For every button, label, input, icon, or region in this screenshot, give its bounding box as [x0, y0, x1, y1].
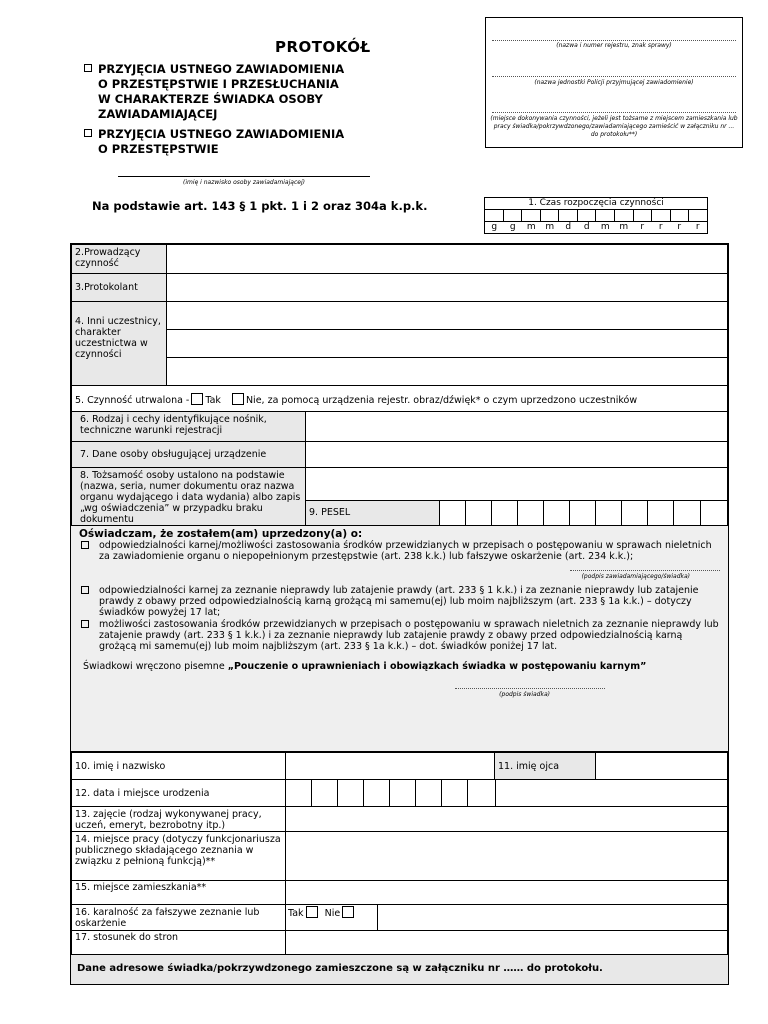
- pesel-digit[interactable]: [465, 500, 492, 526]
- option-przesluchanie[interactable]: PRZYJĘCIA USTNEGO ZAWIADOMIENIA O PRZESTĘPSTWIE I PRZESŁUCHANIA W CHARAKTERZE ŚWIADKA OSOBY ZAWIADAMIAJĄCEJ: [84, 62, 344, 122]
- birth-date-cell[interactable]: [285, 779, 312, 807]
- pesel-digit[interactable]: [543, 500, 570, 526]
- declaration-checkbox[interactable]: [81, 586, 89, 594]
- page-title: PROTOKÓŁ: [275, 38, 371, 56]
- input-stosunek[interactable]: [285, 930, 728, 955]
- utrwalona-tak-checkbox[interactable]: [191, 393, 203, 405]
- declaration-section: [71, 525, 728, 752]
- declaration-checkbox[interactable]: [81, 541, 89, 549]
- input-uczestnik-2[interactable]: [166, 329, 728, 358]
- pesel-digit[interactable]: [621, 500, 648, 526]
- label-miejsce-zamieszkania: 15. miejsce zamieszkania**: [71, 880, 286, 905]
- start-time-box: [484, 197, 708, 234]
- declaration-item: odpowiedzialności karnej za zeznanie nieprawdy lub zatajenie prawdy (art. 233 § 1 k.k.) i za zeznanie nieprawdy lub zatajenie prawdy z obawy przed odpowiedzialnością karną grożącą mi samemu(ej) lub moim najbliższym (art. 233 § 1a k.k.) – dotyczy świadków powyżej 17 lat;: [79, 585, 720, 618]
- declaration-checkbox[interactable]: [81, 620, 89, 628]
- notifier-name-line[interactable]: [118, 176, 370, 177]
- address-note: Dane adresowe świadka/pokrzywdzonego zamieszczone są w załączniku nr …… do protokołu.: [71, 954, 728, 984]
- option-checkbox[interactable]: [84, 64, 92, 72]
- main-form: [70, 243, 729, 985]
- input-tozsamosc[interactable]: [305, 467, 728, 501]
- register-box: [485, 17, 743, 148]
- pesel-digit[interactable]: [647, 500, 674, 526]
- declaration-item: odpowiedzialności karnej/możliwości zastosowania środków przewidzianych w przepisach o postępowaniu w sprawach nieletnich za zawiadomienie organu o niepopełnionym przestępstwie (art. 238 k.k.) lub fałszywe oskarżenie (art. 234 k.k.);: [79, 540, 720, 562]
- pesel-digit[interactable]: [517, 500, 544, 526]
- input-imie-ojca[interactable]: [595, 752, 728, 780]
- input-protokolant[interactable]: [166, 273, 728, 302]
- birth-date-cell[interactable]: [441, 779, 468, 807]
- utrwalona-nie-checkbox[interactable]: [232, 393, 244, 405]
- label-stosunek: 17. stosunek do stron: [71, 930, 286, 955]
- label-karalnosc: 16. karalność za fałszywe zeznanie lub oskarżenie: [71, 904, 286, 931]
- input-uczestnik-3[interactable]: [166, 357, 728, 386]
- label-tozsamosc: 8. Tożsamość osoby ustalono na podstawie (nazwa, seria, numer dokumentu oraz nazwa organu wydającego i data wydania) albo zapis „wg oświadczenia” w przypadku braku dokumentu: [71, 467, 306, 526]
- declaration-head: Oświadczam, że zostałem(am) uprzedzony(a) o:: [79, 528, 363, 540]
- label-prowadzacy: 2.Prowadzący czynność: [71, 244, 167, 274]
- place-caption: (miejsce dokonywania czynności, jeżeli jest tożsame z miejscem zamieszkania lub pracy świadka/pokrzywdzonego/zawiadamiającego zamieścić w załączniku nr ... do protokołu**): [490, 115, 738, 138]
- label-obslugujacy: 7. Dane osoby obsługującej urządzenie: [71, 441, 306, 468]
- label-inni-uczestnicy: 4. Inni uczestnicy, charakter uczestnictwa w czynności: [71, 301, 167, 386]
- label-zajecie: 13. zajęcie (rodzaj wykonywanej pracy, uczeń, emeryt, bezrobotny itp.): [71, 806, 286, 832]
- option-zawiadomienie[interactable]: PRZYJĘCIA USTNEGO ZAWIADOMIENIA O PRZESTĘPSTWIE: [84, 127, 344, 157]
- input-obslugujacy[interactable]: [305, 441, 728, 468]
- pesel-digit[interactable]: [569, 500, 596, 526]
- pesel-digit[interactable]: [439, 500, 466, 526]
- pesel-digit[interactable]: [700, 500, 728, 526]
- start-time-letters: g g m m d d m m r r r r: [491, 222, 700, 232]
- start-time-cells[interactable]: [485, 210, 707, 222]
- pesel-digit[interactable]: [673, 500, 701, 526]
- label-protokolant: 3.Protokolant: [71, 273, 167, 302]
- register-line[interactable]: [492, 40, 736, 41]
- input-miejsce-pracy[interactable]: [285, 831, 728, 881]
- label-nosnik: 6. Rodzaj i cechy identyfikujące nośnik, techniczne warunki rejestracji: [71, 411, 306, 442]
- karalnosc-options: Tak Nie: [285, 904, 378, 931]
- input-miejsce-urodzenia[interactable]: [495, 779, 728, 807]
- input-uczestnik-1[interactable]: [166, 301, 728, 330]
- police-unit-line[interactable]: [492, 76, 736, 77]
- label-pesel: 9. PESEL: [305, 500, 440, 526]
- row-utrwalona: 5. Czynność utrwalona - Tak Nie, za pomocą urządzenia rejestr. obraz/dźwięk* o czym uprzedzono uczestników: [71, 385, 728, 412]
- label-miejsce-pracy: 14. miejsce pracy (dotyczy funkcjonariusza publicznego składającego zeznania w związku z pełnioną funkcją)**: [71, 831, 286, 881]
- karalnosc-nie-checkbox[interactable]: [342, 906, 354, 918]
- birth-date-cell[interactable]: [311, 779, 338, 807]
- pouczenie-line: Świadkowi wręczono pisemne „Pouczenie o uprawnieniach i obowiązkach świadka w postępowaniu karnym”: [83, 661, 647, 672]
- input-prowadzacy[interactable]: [166, 244, 728, 274]
- birth-date-cell[interactable]: [363, 779, 390, 807]
- signature-caption: (podpis zawiadamiającego/świadka): [581, 573, 690, 580]
- input-imie-nazwisko[interactable]: [285, 752, 495, 780]
- birth-date-cell[interactable]: [389, 779, 416, 807]
- pesel-digit[interactable]: [491, 500, 518, 526]
- label-imie-nazwisko: 10. imię i nazwisko: [71, 752, 286, 780]
- birth-date-cell[interactable]: [415, 779, 442, 807]
- register-caption: (nazwa i numer rejestru, znak sprawy): [556, 42, 672, 49]
- declaration-item: możliwości zastosowania środków przewidzianych w przepisach o postępowaniu w sprawach nieletnich za zeznanie nieprawdy lub zatajenie prawdy (art. 233 § 1 k.k.) i za zeznanie nieprawdy lub zatajenie prawdy z obawy przed odpowiedzialnością karną grożącą mi samemu(ej) lub moim najbliższym (art. 233 § 1a k.k.) – dot. świadków poniżej 17 lat.: [79, 619, 720, 652]
- place-line[interactable]: [492, 112, 736, 113]
- start-time-header: 1. Czas rozpoczęcia czynności: [485, 198, 707, 210]
- signature-caption: (podpis świadka): [499, 691, 550, 698]
- option-checkbox[interactable]: [84, 129, 92, 137]
- input-nosnik[interactable]: [305, 411, 728, 442]
- input-karalnosc[interactable]: [377, 904, 728, 931]
- birth-date-cell[interactable]: [467, 779, 496, 807]
- input-miejsce-zamieszkania[interactable]: [285, 880, 728, 905]
- notifier-name-caption: (imię i nazwisko osoby zawiadamiającej): [183, 179, 305, 186]
- birth-date-cell[interactable]: [337, 779, 364, 807]
- pesel-digit[interactable]: [595, 500, 622, 526]
- input-zajecie[interactable]: [285, 806, 728, 832]
- label-imie-ojca: 11. imię ojca: [494, 752, 596, 780]
- legal-basis: Na podstawie art. 143 § 1 pkt. 1 i 2 oraz 304a k.p.k.: [92, 199, 428, 213]
- karalnosc-tak-checkbox[interactable]: [306, 906, 318, 918]
- label-data-urodzenia: 12. data i miejsce urodzenia: [71, 779, 286, 807]
- police-unit-caption: (nazwa jednostki Policji przyjmującej zawiadomienie): [534, 79, 694, 86]
